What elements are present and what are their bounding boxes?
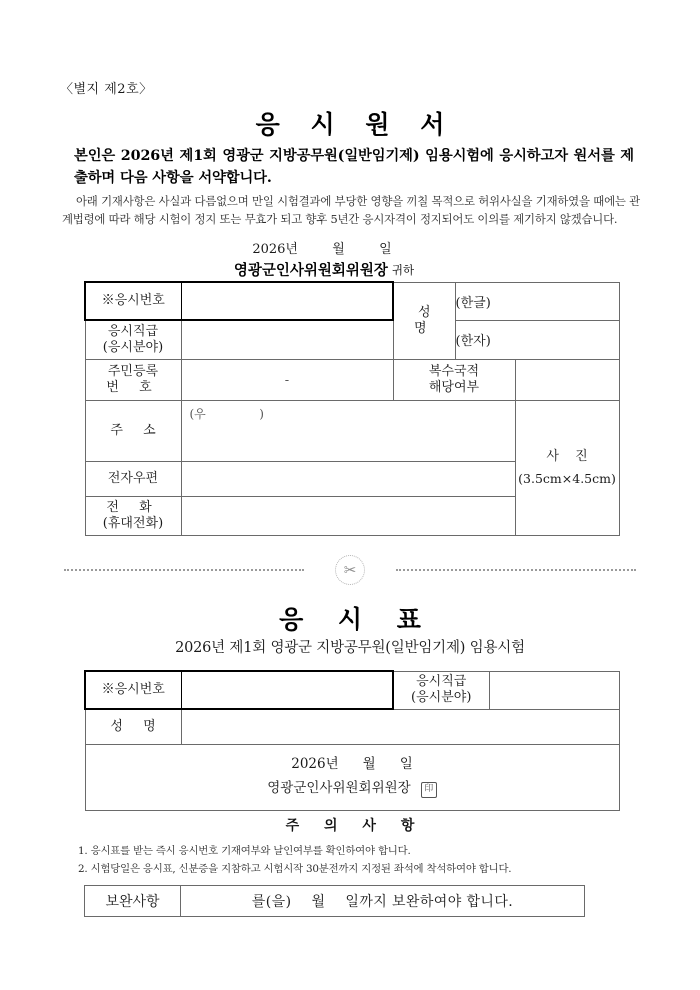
issuer-line <box>86 777 619 801</box>
table-row <box>85 320 619 360</box>
issue-day: 일 <box>399 756 413 772</box>
grade-label <box>85 320 181 360</box>
issue-year: 2026년 <box>291 756 339 772</box>
rrn-label <box>85 360 181 401</box>
table-row <box>85 709 619 745</box>
supplement-table <box>84 885 585 917</box>
issue-stamp-block <box>86 745 619 810</box>
dual-nationality-input[interactable] <box>515 360 619 401</box>
application-form-table <box>84 281 620 536</box>
cautions-list <box>78 843 638 879</box>
cut-line-dash-right <box>396 569 636 571</box>
address-label: 주 소 <box>85 401 181 462</box>
dual-nationality-label-line2: 해당여부 <box>428 380 480 395</box>
ticket-exam-number-label: ※응시번호 <box>85 671 181 709</box>
table-row <box>85 671 619 709</box>
scissors-glyph: ✂ <box>343 561 357 579</box>
name-label: 성 명 <box>393 282 455 360</box>
table-row <box>85 401 619 462</box>
table-row <box>85 886 585 917</box>
rrn-label-line1: 주민등록 <box>107 363 159 379</box>
addressee-name: 영광군인사위원회위원장 <box>233 262 388 279</box>
scissors-ring <box>335 555 365 585</box>
scissors-icon <box>333 553 367 587</box>
supplement-text-part2: 월 <box>311 894 326 910</box>
email-label: 전자우편 <box>85 462 181 497</box>
email-input[interactable] <box>181 462 515 497</box>
seal-icon: 印 <box>421 782 437 798</box>
cautions-title: 주 의 사 항 <box>285 818 425 834</box>
list-item: 2. 시험당일은 응시표, 신분증을 지참하고 시험시작 30분전까지 지정된 좌석에 착석하여야 합니다. <box>78 862 512 875</box>
ticket-exam-number-input[interactable] <box>181 671 393 709</box>
list-item: 1. 응시표를 받는 즉시 응시번호 기재여부와 날인여부를 확인하여야 합니다. <box>78 845 411 857</box>
supplement-text-part1: 를(을) <box>251 894 292 910</box>
exam-number-input[interactable] <box>181 282 393 320</box>
photo-size-label: (3.5cm×4.5cm) <box>518 471 616 487</box>
ticket-subtitle: 2026년 제1회 영광군 지방공무원(일반임기제) 임용시험 <box>175 640 525 656</box>
table-row <box>85 745 619 811</box>
ticket-grade-label <box>393 671 489 709</box>
addressee-honorific: 귀하 <box>391 263 415 277</box>
photo-box[interactable] <box>515 401 619 536</box>
rrn-label-line2: 번 호 <box>106 380 160 395</box>
cut-line <box>64 563 636 577</box>
name-korean-label[interactable]: (한글) <box>455 282 619 320</box>
ticket-grade-label-line1: 응시직급 <box>416 673 467 689</box>
table-row <box>85 360 619 401</box>
supplement-label: 보완사항 <box>85 886 181 917</box>
cut-line-dash-left <box>64 569 304 571</box>
application-date-line <box>0 238 644 257</box>
issue-month: 월 <box>362 756 376 772</box>
phone-label-line2: (휴대전화) <box>102 516 164 531</box>
ticket-name-label: 성 명 <box>85 709 181 745</box>
address-zip-suffix: ) <box>259 407 264 421</box>
application-date-day: 일 <box>379 242 392 257</box>
address-zip-prefix: (우 <box>189 407 206 421</box>
address-input[interactable] <box>181 401 515 462</box>
issuer-name: 영광군인사위원회위원장 <box>267 779 411 796</box>
address-zip-hint <box>182 401 515 422</box>
declaration-paragraph: 아래 기재사항은 사실과 다름없으며 만일 시험결과에 부당한 영향을 끼칠 목적으로 허위사실을 기재하였을 때에는 관계법령에 따라 해당 시험이 정지 또는 무효가 되고 향후 5년간 응시자격이 정지되어도 이의를 제기하지 않겠습니다. <box>62 194 640 227</box>
ticket-grade-input[interactable] <box>489 671 619 709</box>
rrn-input[interactable] <box>181 360 393 401</box>
rrn-separator: - <box>284 372 290 388</box>
phone-label-line1: 전 화 <box>106 499 160 515</box>
ticket-table <box>84 670 620 811</box>
grade-label-line2: (응시분야) <box>102 340 164 355</box>
grade-input[interactable] <box>181 320 393 360</box>
phone-label <box>85 497 181 536</box>
ticket-name-input[interactable] <box>181 709 619 745</box>
application-date-year: 2026년 <box>252 242 298 257</box>
phone-input[interactable] <box>181 497 515 536</box>
name-hanja-label[interactable]: (한자) <box>455 320 619 360</box>
table-row <box>85 282 619 320</box>
dual-nationality-label-line1: 복수국적 <box>428 363 480 379</box>
supplement-text-part3: 일까지 보완하여야 합니다. <box>345 894 514 910</box>
issue-date-line <box>86 753 619 777</box>
dual-nationality-label <box>393 360 515 401</box>
form-number-label: 〈별지 제2호〉 <box>60 82 153 97</box>
exam-number-label: ※응시번호 <box>85 282 181 320</box>
ticket-grade-label-line2: (응시분야) <box>411 690 472 705</box>
grade-label-line1: 응시직급 <box>107 323 159 339</box>
addressee-line <box>0 259 648 280</box>
application-date-month: 월 <box>332 242 345 257</box>
photo-label: 사 진 <box>546 448 594 464</box>
supplement-text[interactable] <box>181 886 585 917</box>
ticket-issue-block <box>85 745 619 811</box>
page-title: 응 시 원 서 <box>255 110 456 139</box>
pledge-paragraph: 본인은 2026년 제1회 영광군 지방공무원(일반임기제) 임용시험에 응시하고자 원서를 제출하며 다음 사항을 서약합니다. <box>74 148 634 187</box>
ticket-title: 응 시 표 <box>279 605 434 634</box>
